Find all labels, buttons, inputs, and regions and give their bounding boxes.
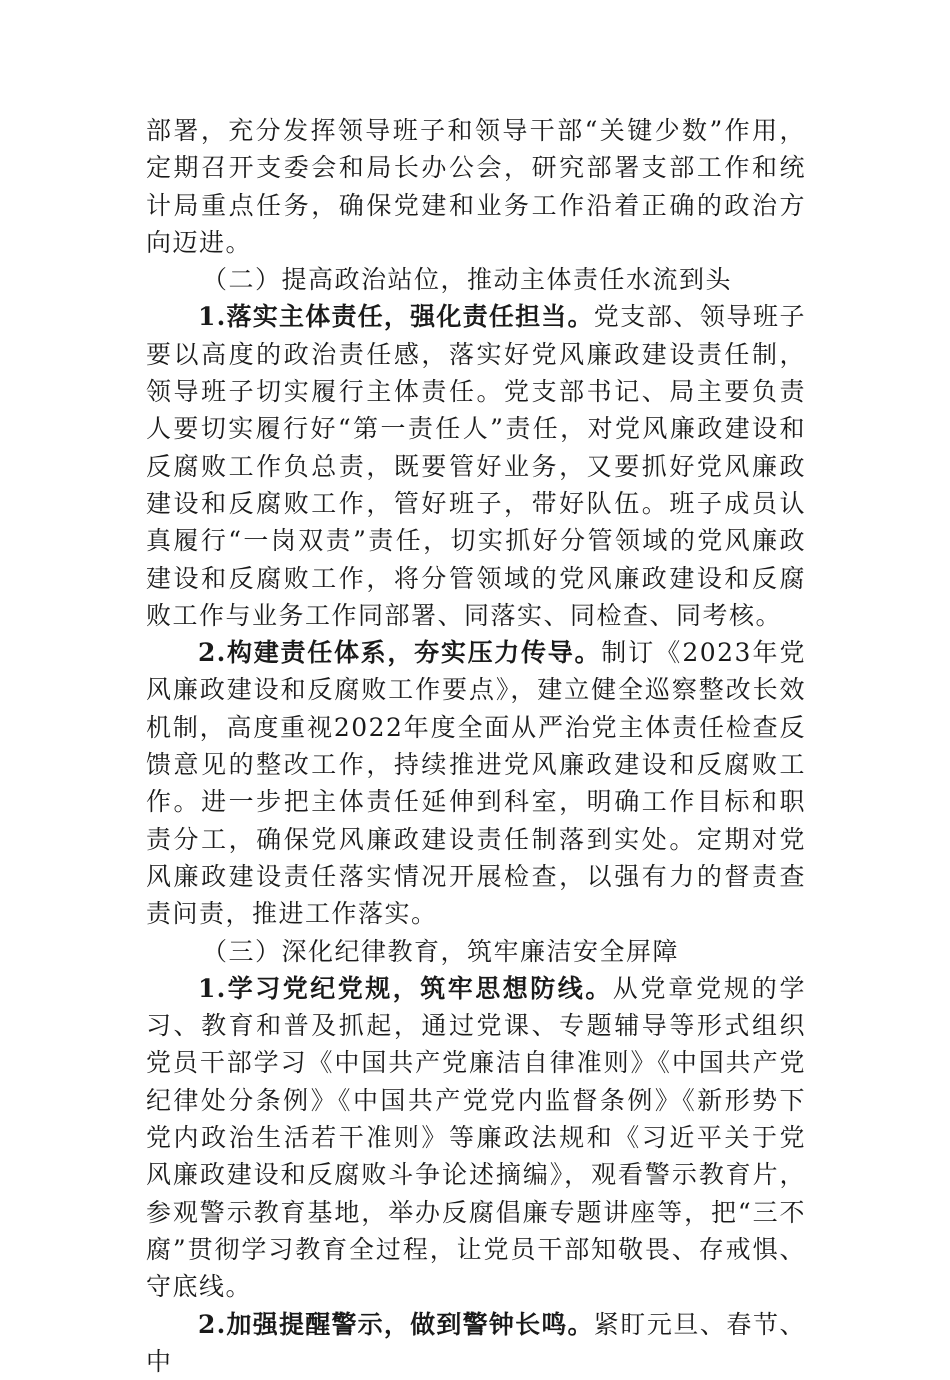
paragraph-4 [146, 1306, 806, 1380]
paragraph-3-text: 从党章党规的学习、教育和普及抓起，通过党课、专题辅导等形式组织党员干部学习《中国共产党廉洁自律准则》《中国共产党纪律处分条例》《中国共产党党内监督条例》《新形势下党内政治生活若干准则》等廉政法规和《习近平关于党风廉政建设和反腐败斗争论述摘编》，观看警示教育片，参观警示教育基地，举办反腐倡廉专题讲座等，把“三不腐”贯彻学习教育全过程，让党员干部知敬畏、存戒惧、守底线。 [146, 974, 806, 1301]
paragraph-1-lead: 1.落实主体责任，强化责任担当。 [198, 302, 594, 331]
paragraph-2-lead: 2.构建责任体系，夯实压力传导。 [198, 638, 601, 667]
paragraph-3-lead: 1.学习党纪党规，筑牢思想防线。 [198, 974, 613, 1003]
paragraph-2-text: 制订《2023年党风廉政建设和反腐败工作要点》，建立健全巡察整改长效机制，高度重视2022年度全面从严治党主体责任检查反馈意见的整改工作，持续推进党风廉政建设和反腐败工作。进一步把主体责任延伸到科室，明确工作目标和职责分工，确保党风廉政建设责任制落到实处。定期对党风廉政建设责任落实情况开展检查，以强有力的督责查责问责，推进工作落实。 [146, 638, 806, 928]
section-heading-3: （三）深化纪律教育，筑牢廉洁安全屏障 [146, 933, 806, 970]
paragraph-1-text: 党支部、领导班子要以高度的政治责任感，落实好党风廉政建设责任制，领导班子切实履行主体责任。党支部书记、局主要负责人要切实履行好“第一责任人”责任，对党风廉政建设和反腐败工作负总责，既要管好业务，又要抓好党风廉政建设和反腐败工作，管好班子，带好队伍。班子成员认真履行“一岗双责”责任，切实抓好分管领域的党风廉政建设和反腐败工作，将分管领域的党风廉政建设和反腐败工作与业务工作同部署、同落实、同检查、同考核。 [146, 302, 806, 629]
paragraph-4-text: 紧盯元旦、春节、中 [146, 1310, 806, 1376]
document-page [146, 112, 806, 1380]
paragraph-continued: 部署，充分发挥领导班子和领导干部“关键少数”作用，定期召开支委会和局长办公会，研究部署支部工作和统计局重点任务，确保党建和业务工作沿着正确的政治方向迈进。 [146, 112, 806, 261]
paragraph-3 [146, 970, 806, 1306]
paragraph-1 [146, 298, 806, 634]
section-heading-2: （二）提高政治站位，推动主体责任水流到头 [146, 261, 806, 298]
paragraph-2 [146, 634, 806, 932]
paragraph-4-lead: 2.加强提醒警示，做到警钟长鸣。 [198, 1310, 594, 1339]
